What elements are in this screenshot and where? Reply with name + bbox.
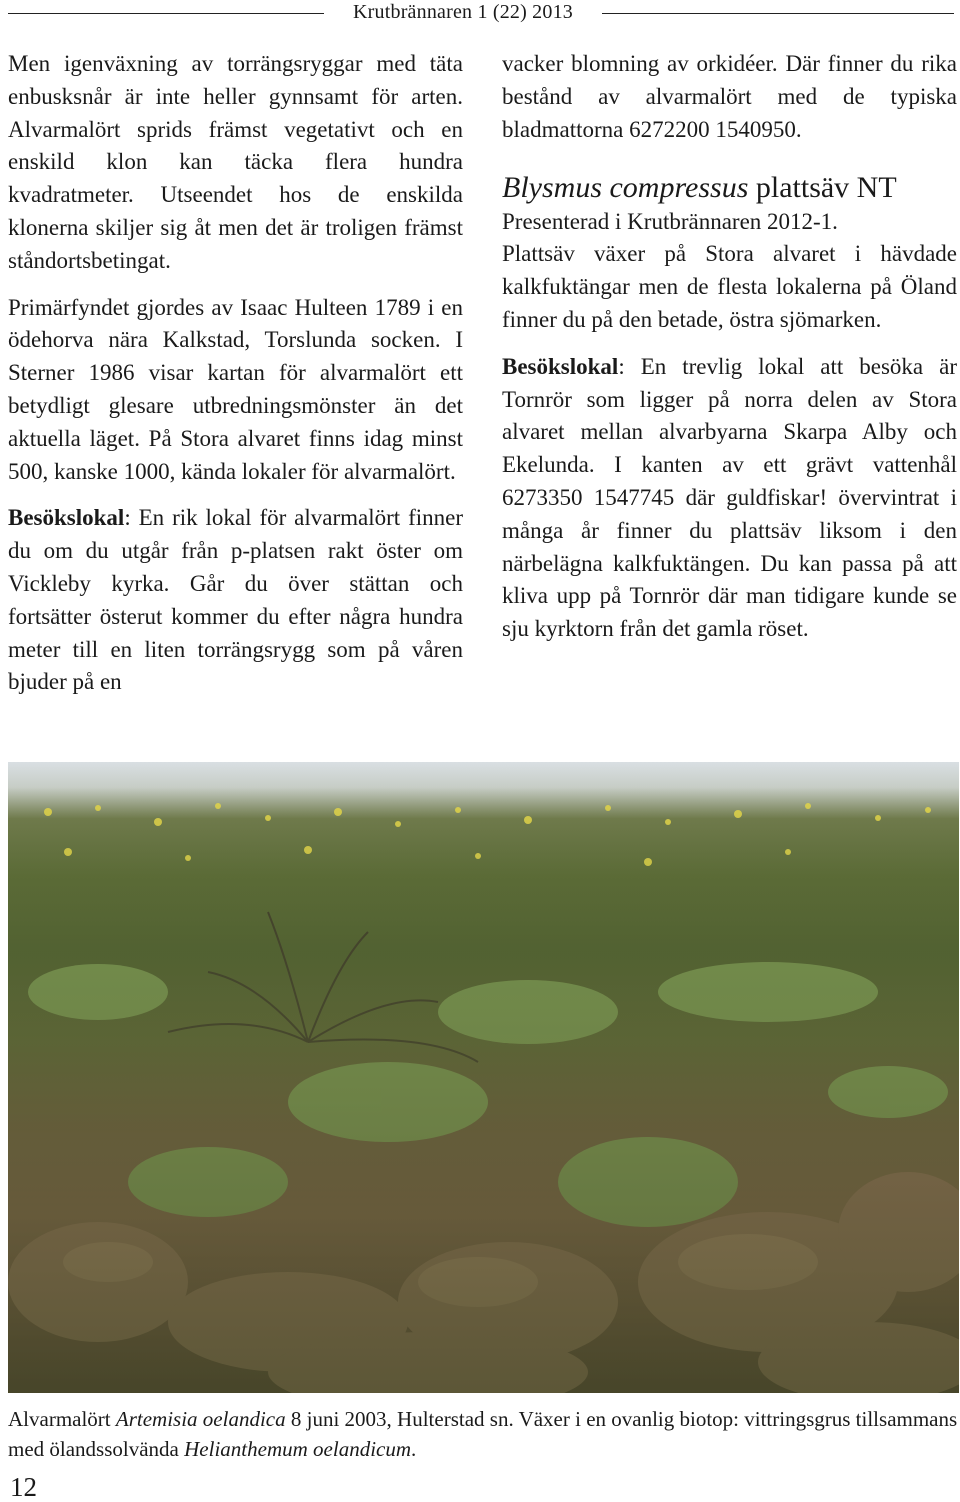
caption-text-3: . (411, 1437, 417, 1461)
left-paragraph-3 (8, 502, 463, 699)
caption-latin-1: Artemisia oelandica (115, 1407, 286, 1431)
left-paragraph-2: Primärfyndet gjordes av Isaac Hulteen 1789 i en ödehorva nära Kalkstad, Torslunda socken. I Sterner 1986 visar kartan för alvarmalört ett betydligt glesare utbredningsmönster än det aktuella läget. På Stora alvaret finns idag minst 500, kanske 1000, kända lokaler för alvarmalört. (8, 294, 463, 484)
site-description: : En trevlig lokal att besöka är Tornrör som ligger på norra delen av Stora alvaret mellan alvarbyarna Skarpa Alby och Ekelunda. I kanten av ett grävt vattenhål 6273350 1547745 där guldfiskar! övervintrat i många år finner du plattsäv liksom i den närbelägna kalkfuktängen. Du kan passa på att kliva upp på Tornrör där man tidigare kunde se sju kyrktorn från det gamla röset. (502, 353, 957, 642)
species-heading (502, 170, 957, 206)
left-column (8, 48, 463, 699)
caption-latin-2: Helianthemum oelandicum (184, 1437, 412, 1461)
left-paragraph-1: Men igenväxning av torrängsryggar med täta enbusksnår är inte heller gynnsamt för arten. Alvarmalört sprids främst vegetativt och en enskild klon kan täcka flera hundra kvadratmeter. Utseendet hos de enskilda klonerna skiljer sig åt men det är troligen främst ståndortsbetingat. (8, 51, 463, 273)
photo-illustration (8, 762, 959, 1393)
species-common-name: plattsäv NT (748, 171, 897, 205)
header-title: Krutbrännaren 1 (22) 2013 (353, 1, 573, 23)
alvar-photo (8, 762, 959, 1393)
header-rule-left (8, 13, 324, 14)
site-description: : En rik lokal för alvarmalört finner du om du utgår från p-platsen rakt öster om Vickleby kyrka. Går du över stättan och fortsätter österut kommer du efter några hundra meter till en liten torrängsrygg som på våren bjuder på en (8, 505, 463, 695)
right-paragraph-3 (502, 351, 957, 646)
right-paragraph-2: Plattsäv växer på Stora alvaret i hävdade kalkfuktängar men de flesta lokalerna på Öland finner du på den betade, östra sjömarken. (502, 241, 957, 332)
site-label: Besökslokal (502, 353, 619, 379)
site-label: Besökslokal (8, 505, 125, 531)
species-latin-name: Blysmus compressus (502, 171, 749, 205)
right-paragraph-1: vacker blomning av orkidéer. Där finner du rika bestånd av alvarmalört med de typiska bladmattorna 6272200 1540950. (502, 51, 957, 142)
running-header (0, 0, 960, 28)
caption-text-2: 8 juni 2003, Hulterstad sn. Växer i en ovanlig biotop: vittringsgrus tillsammans med ölandssolvända (8, 1407, 958, 1461)
species-subheading: Presenterad i Krutbrännaren 2012-1. (502, 209, 838, 235)
photo-caption (8, 1404, 958, 1464)
caption-text-1: Alvarmalört (8, 1407, 116, 1431)
page-number: 12 (10, 1472, 37, 1502)
right-column (502, 48, 957, 646)
header-rule-right (602, 13, 954, 14)
